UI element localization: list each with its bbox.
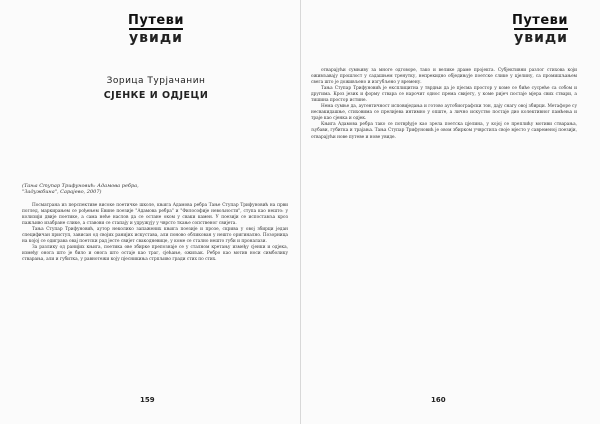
article-title: СЈЕНКЕ И ОДЈЕЦИ: [103, 90, 209, 101]
header-title: Путеви: [127, 13, 185, 28]
paragraph: Посматрана из перспективе високе поетичке школе, књига Адамова ребра Тање Ступар Трифуновић на први поглед, маркирањем се рођењем Евине поезије "Адамова ребра" и "Философије невољности", ступа као нешто: у колизији двије поетике, а сама неће наслов да се остане оком у сваки камен. У поезији се испоставља кроз пажљиво изабране слике, а ставови се стапају и удружују у чврсто ткање сопственог свијета.: [22, 203, 288, 227]
right-page: [300, 0, 600, 424]
page-header: [311, 14, 578, 46]
paragraph: Књига Адамова ребра тако се потврђује као зрела поетска цјелина, у којој се преплићу мотиви стварања, љубави, губитка и трајања. Тања Ступар Трифуновић је овом збирком учврстила своје мјесто у савременој поезији, отварајући нове путеве и нове увиде.: [311, 122, 577, 140]
page-number: 160: [431, 396, 446, 404]
paragraph: Тања Ступар Трифуновић је експлицитна у тврдњи да је пјесма простор у коме се биће сусреће са собом и другима. Кроз језик и форму ствара се нарочит однос према свијету, у коме ријеч постаје мјера свих ствари, а тишина простор истине.: [311, 86, 577, 104]
article-author: Зорица Турјачанин: [106, 76, 206, 86]
paragraph: Нема сумње да, аутентичност исповиједања и готово аутобиографски тон, дају снагу овој збирци. Метафоре су несвакидашње, стиховима се прелијева интимно у опште, а лично искуство постаје дио колективног памћења и траје као сјенка и одјек.: [311, 104, 577, 122]
paragraph: За разлику од ранијих књига, поетика ове збирке препознаје се у сталном кретању између сјенки и одјека, између онога што је било и онога што остаје као траг, сјећање, ожиљак. Ребро као мотив носи симболику стварања, али и губитка, у равнотежи коју пјесникиња стрпљиво гради стих по стих.: [22, 245, 288, 263]
body-text: [311, 68, 577, 141]
header-subtitle: увиди: [514, 30, 568, 46]
paragraph: Тања Ступар Трифуновић, аутор неколико запажених књига поезије и прозе, скрива у овој збирци један специфичан приступ, зависан од својих ранијих искустава, али поново обликован у нешто оригинално. Позорница на којој се одиграва овај поетски рад јесте свијет свакодневице, у коме се стално нешто губи и проналази.: [22, 227, 288, 245]
header-title: Путеви: [511, 13, 568, 28]
header-subtitle: увиди: [129, 30, 183, 46]
page-header: [22, 14, 290, 46]
body-text: [22, 203, 288, 263]
page-number: 159: [140, 396, 155, 404]
citation: (Тања Ступар Трифуновић: Адамова ребра, "Задужбина", Сарајево, 2007): [22, 183, 139, 195]
paragraph: отварајући сумњиву за многе одговоре, тако и велике драме пројекта. Субјективни разлог стихова који оживљавају прошлост у садашњем тренутку, непрекидно обједињује поетске слике у цјелину, са промишљањем свега што је доживљено и изгубљено у времену.: [311, 68, 577, 86]
